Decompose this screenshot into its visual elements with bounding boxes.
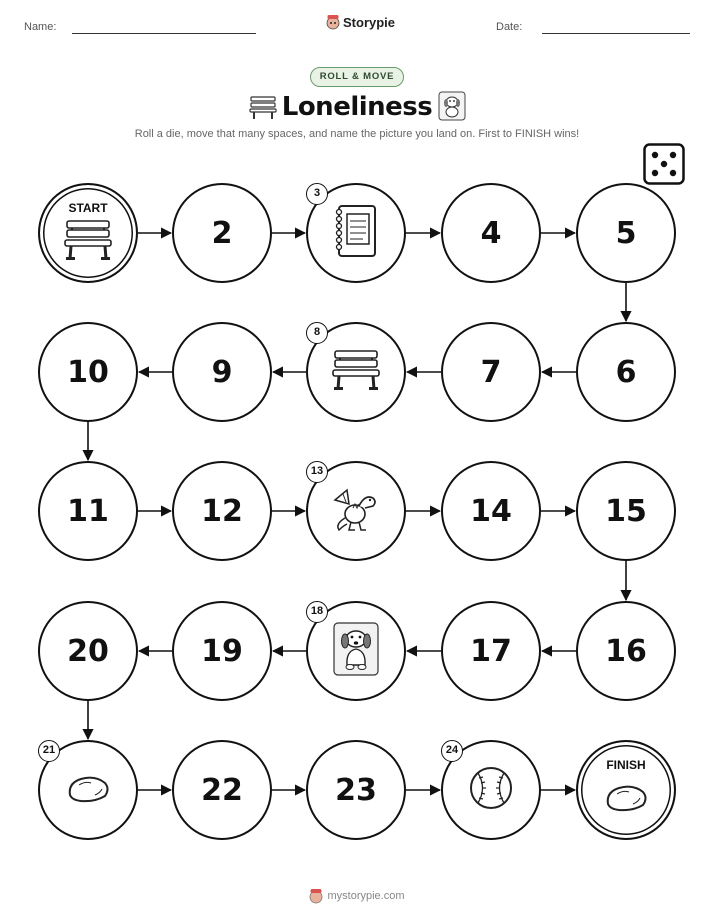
space-number: 19 (201, 633, 243, 669)
brand-name: Storypie (343, 14, 396, 30)
board-space-24[interactable] (441, 740, 541, 840)
board-space-22[interactable] (172, 740, 272, 840)
board-space-7[interactable] (441, 322, 541, 422)
space-number: 16 (605, 633, 647, 669)
board-space-10[interactable] (38, 322, 138, 422)
activity-badge: ROLL & MOVE (310, 67, 404, 87)
notebook-icon (333, 203, 379, 264)
dragon-icon (329, 484, 383, 539)
board-space-4[interactable] (441, 183, 541, 283)
space-number-tag: 21 (38, 740, 60, 762)
space-number: 20 (67, 633, 109, 669)
page-title: Loneliness (281, 92, 433, 122)
space-number: 6 (615, 354, 637, 390)
board-space-8[interactable] (306, 322, 406, 422)
board-space-21[interactable] (38, 740, 138, 840)
start-space[interactable] (38, 183, 138, 283)
board-space-6[interactable] (576, 322, 676, 422)
board-space-13[interactable] (306, 461, 406, 561)
board-space-11[interactable] (38, 461, 138, 561)
space-number: 4 (480, 215, 502, 251)
baseball-icon (467, 764, 515, 817)
space-number-tag: 18 (306, 601, 328, 623)
rock-icon (603, 780, 649, 819)
space-number-tag: 3 (306, 183, 328, 205)
space-number: 2 (211, 215, 233, 251)
board-space-3[interactable] (306, 183, 406, 283)
space-number: 5 (615, 215, 637, 251)
board-space-19[interactable] (172, 601, 272, 701)
board-space-9[interactable] (172, 322, 272, 422)
board-space-20[interactable] (38, 601, 138, 701)
space-number: 22 (201, 772, 243, 808)
space-number: 17 (470, 633, 512, 669)
board-space-16[interactable] (576, 601, 676, 701)
space-number: 15 (605, 493, 647, 529)
finish-label: FINISH (606, 758, 646, 772)
bench-icon (330, 347, 382, 398)
space-number: 14 (470, 493, 512, 529)
space-number: 12 (201, 493, 243, 529)
board-space-15[interactable] (576, 461, 676, 561)
space-number: 7 (480, 354, 502, 390)
instructions: Roll a die, move that many spaces, and name the picture you land on. First to FINISH wins! (134, 128, 580, 140)
space-number-tag: 13 (306, 461, 328, 483)
space-number: 11 (67, 493, 109, 529)
board-space-14[interactable] (441, 461, 541, 561)
space-number-tag: 8 (306, 322, 328, 344)
space-number: 23 (335, 772, 377, 808)
board-space-2[interactable] (172, 183, 272, 283)
footer-url: mystorypie.com (327, 890, 405, 902)
start-label: START (68, 201, 108, 215)
space-number: 9 (211, 354, 233, 390)
space-number: 10 (67, 354, 109, 390)
board-space-23[interactable] (306, 740, 406, 840)
board-space-18[interactable] (306, 601, 406, 701)
board-space-12[interactable] (172, 461, 272, 561)
storypie-mascot-icon (309, 888, 323, 904)
space-number-tag: 24 (441, 740, 463, 762)
date-label: Date: (496, 21, 523, 33)
board-space-17[interactable] (441, 601, 541, 701)
dog-icon (332, 621, 380, 682)
name-label: Name: (24, 21, 57, 33)
finish-space[interactable] (576, 740, 676, 840)
bench-icon (62, 217, 114, 268)
rock-icon (65, 771, 111, 810)
footer (0, 888, 714, 904)
board-space-5[interactable] (576, 183, 676, 283)
